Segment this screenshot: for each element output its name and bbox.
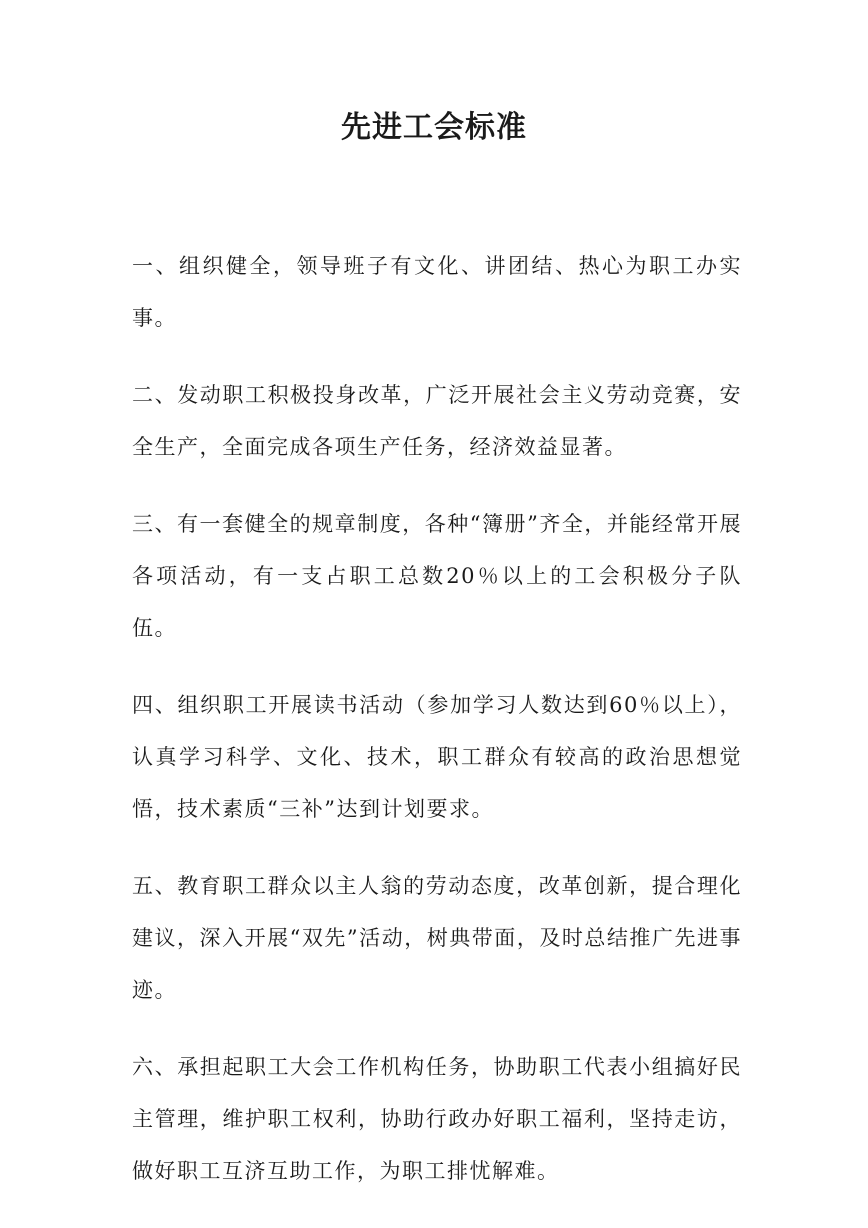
paragraph-2: 二、发动职工积极投身改革，广泛开展社会主义劳动竞赛，安全生产，全面完成各项生产任务，经济效益显著。 — [132, 383, 742, 459]
document-body — [132, 240, 742, 1222]
paragraph-5: 五、教育职工群众以主人翁的劳动态度，改革创新，提合理化建议，深入开展“双先”活动，树典带面，及时总结推广先进事迹。 — [132, 874, 742, 1002]
document-title: 先进工会标准 — [341, 110, 527, 145]
paragraph-1: 一、组织健全，领导班子有文化、讲团结、热心为职工办实事。 — [132, 254, 742, 330]
paragraph-6: 六、承担起职工大会工作机构任务，协助职工代表小组搞好民主管理，维护职工权利，协助行政办好职工福利，坚持走访，做好职工互济互助工作，为职工排忧解难。 — [132, 1055, 742, 1183]
paragraph-4: 四、组织职工开展读书活动（参加学习人数达到60％以上），认真学习科学、文化、技术，职工群众有较高的政治思想觉悟，技术素质“三补”达到计划要求。 — [132, 693, 742, 821]
paragraph-3: 三、有一套健全的规章制度，各种“簿册”齐全，并能经常开展各项活动，有一支占职工总数20％以上的工会积极分子队伍。 — [132, 512, 742, 640]
